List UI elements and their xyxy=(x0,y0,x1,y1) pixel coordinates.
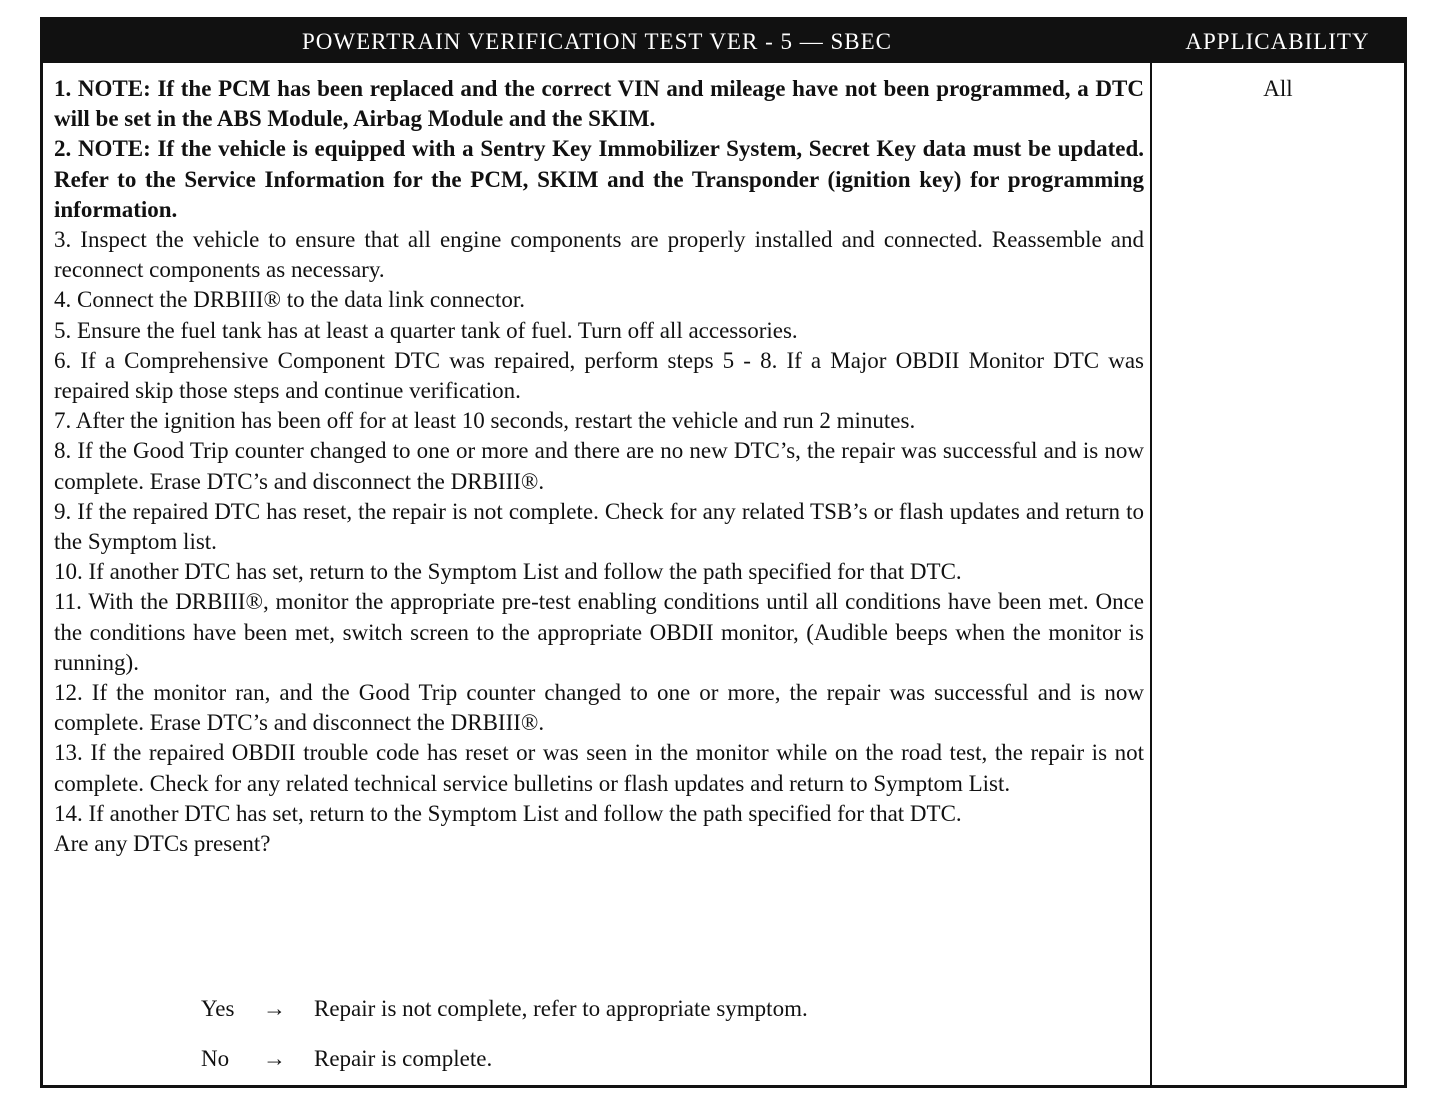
step-12: 12. If the monitor ran, and the Good Trip counter changed to one or more, the repair was successful and is now complete. Erase DTC’s and disconnect the DRBIII®. xyxy=(54,680,1144,736)
applicability-header: APPLICABILITY xyxy=(1185,29,1370,54)
step-8: 8. If the Good Trip counter changed to one or more and there are no new DTC’s, the repair was successful and is now complete. Erase DTC’s and disconnect the DRBIII®. xyxy=(54,438,1144,494)
step-4: 4. Connect the DRBIII® to the data link connector. xyxy=(54,287,525,313)
step-1-note: 1. NOTE: If the PCM has been replaced and the correct VIN and mileage have not been programmed, a DTC will be set in the ABS Module, Airbag Module and the SKIM. xyxy=(54,76,1144,132)
step-10: 10. If another DTC has set, return to the Symptom List and follow the path specified for that DTC. xyxy=(54,559,962,585)
step-13: 13. If the repaired OBDII trouble code has reset or was seen in the monitor while on the road test, the repair is not complete. Check for any related technical service bulletins or flash updates and return to Symptom List. xyxy=(54,740,1144,796)
applicability-value: All xyxy=(1263,76,1293,101)
arrow-right-icon: → xyxy=(263,1046,286,1071)
step-3: 3. Inspect the vehicle to ensure that all engine components are properly installed and connected. Reassemble and reconnect components as necessary. xyxy=(54,227,1144,283)
step-14: 14. If another DTC has set, return to the Symptom List and follow the path specified for that DTC. xyxy=(54,800,962,826)
step-6: 6. If a Comprehensive Component DTC was repaired, perform steps 5 - 8. If a Major OBDII Monitor DTC was repaired skip those steps and continue verification. xyxy=(54,347,1144,404)
step-2-note: 2. NOTE: If the vehicle is equipped with a Sentry Key Immobilizer System, Secret Key data must be updated. Refer to the Service Information for the PCM, SKIM and the Transponder (ignition key) for programming information. xyxy=(54,136,1144,222)
table-header xyxy=(43,20,1404,63)
column-divider xyxy=(1150,63,1152,1085)
answer-no-label: No xyxy=(201,1046,230,1071)
verification-test-table xyxy=(40,17,1407,1088)
step-9: 9. If the repaired DTC has reset, the repair is not complete. Check for any related TSB’s or flash updates and return to the Symptom list. xyxy=(54,498,1144,555)
answer-yes-text: Repair is not complete, refer to appropriate symptom. xyxy=(314,996,808,1021)
test-steps xyxy=(54,74,1144,859)
answer-no-text: Repair is complete. xyxy=(314,1046,493,1071)
step-5: 5. Ensure the fuel tank has at least a quarter tank of fuel. Turn off all accessories. xyxy=(54,317,798,343)
test-title: POWERTRAIN VERIFICATION TEST VER - 5 — SBEC xyxy=(301,29,893,54)
answer-yes-label: Yes xyxy=(201,996,235,1021)
arrow-right-icon: → xyxy=(263,996,286,1021)
step-11: 11. With the DRBIII®, monitor the appropriate pre-test enabling conditions until all conditions have been met. Once the conditions have been met, switch screen to the appropriate OBDII monitor, (Audible beeps when the monitor is running). xyxy=(54,589,1144,675)
step-7: 7. After the ignition has been off for at least 10 seconds, restart the vehicle and run 2 minutes. xyxy=(54,408,916,434)
question: Are any DTCs present? xyxy=(54,831,271,857)
